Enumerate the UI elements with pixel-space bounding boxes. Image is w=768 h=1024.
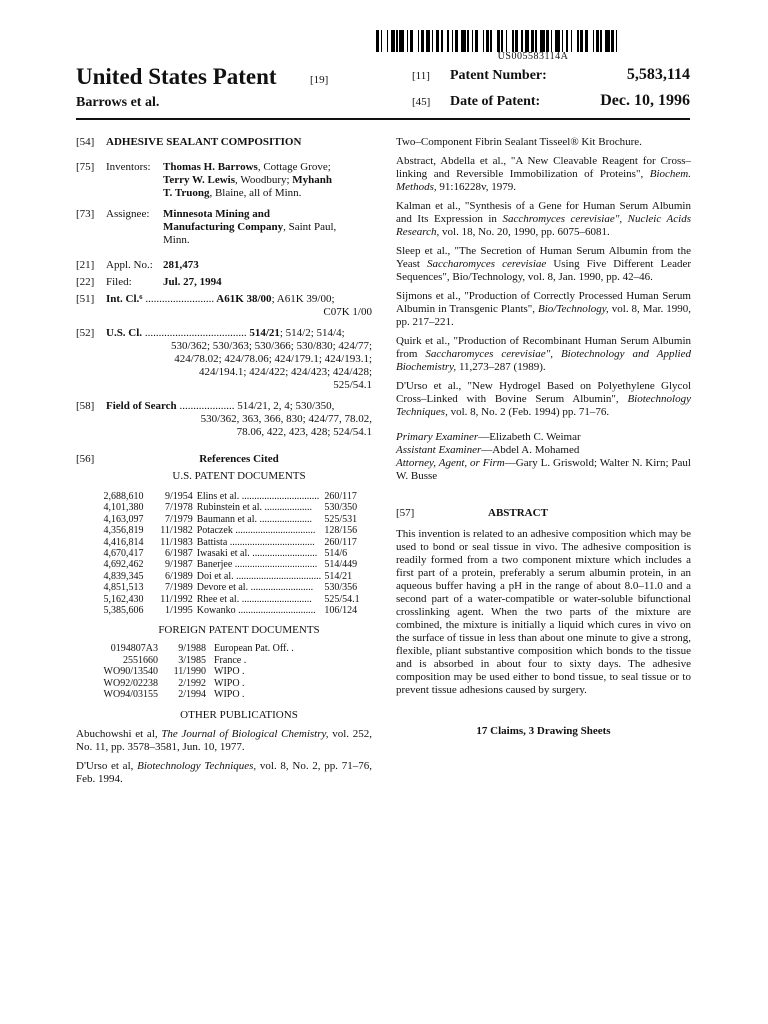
cell-num: WO94/03155 xyxy=(103,689,158,701)
table-row xyxy=(90,537,386,548)
publication-item xyxy=(396,136,691,149)
header-rule xyxy=(76,118,690,120)
patent-number-code: [11] xyxy=(412,70,430,82)
leader-dots: ..................................... xyxy=(142,327,247,339)
cell-office: WIPO . xyxy=(214,689,245,701)
publication-text: Sleep et al., "The Secretion of Human Serum Albumin from the Yeast xyxy=(396,245,691,270)
cell-num: WO92/02238 xyxy=(103,677,158,689)
left-column xyxy=(76,136,372,792)
cell-name: Doi et al. .................................. xyxy=(196,570,322,582)
intcl-value xyxy=(106,293,372,319)
abstract-text: This invention is related to an adhesive composition which may be used to bond or seal tissue in vivo. The adhesive composition is readily formed from a two component mixture which includes a first part of a protein, preferably a serum albumin protein, in an aqueous buffer having a pH in the range of about 8.0–11.0 and a second part of a water-compatible or water-soluble bifunctional crosslinking agent. When the two parts of the mixture are combined, the mixture is initially a liquid which cures in vivo on the surface of tissue in less than about one minute to give a strong, flexible, pliant substantive composition which bonds to the tissue and is absorbed in about four to sixty days. The adhesive composition may be used either to bond tissue, to seal tissue or to prevent tissue adhesions caused by surgery. xyxy=(396,528,691,696)
publication-journal: Sacchromyces cerevisiae", Nucleic Acids Research, xyxy=(396,213,691,238)
cell-cls: 106/124 xyxy=(324,605,358,617)
assignee-field xyxy=(76,208,372,247)
us-docs-heading: U.S. PATENT DOCUMENTS xyxy=(172,470,306,482)
date-label: Date of Patent: xyxy=(450,94,541,109)
table-row xyxy=(90,502,386,513)
appl-number: 281,473 xyxy=(163,259,199,271)
assignee-name: Manufacturing Company xyxy=(163,221,284,233)
table-row xyxy=(80,655,294,666)
cell-date: 1/1995 xyxy=(164,605,193,617)
other-pubs-right xyxy=(396,136,691,419)
cell-cls: 260/117 xyxy=(324,491,357,502)
table-row xyxy=(80,678,294,689)
cell-num: WO90/13540 xyxy=(103,666,158,678)
field-code: [21] xyxy=(76,259,95,271)
intcl-primary: A61K 38/00 xyxy=(214,293,272,305)
field-code: [56] xyxy=(76,453,95,465)
cell-name: Battista .................................. xyxy=(196,536,315,548)
other-pubs-heading: OTHER PUBLICATIONS xyxy=(180,708,298,721)
date-label-row xyxy=(412,94,540,110)
inventor-location: , Woodbury; xyxy=(235,174,293,186)
cell-cls: 530/350 xyxy=(324,502,358,514)
abstract-heading: ABSTRACT xyxy=(488,507,548,519)
title-code: [19] xyxy=(310,74,329,86)
publication-journal: Biochem. Methods, xyxy=(396,168,691,193)
field-code: [57] xyxy=(396,507,415,519)
uscl-field xyxy=(76,327,372,392)
patent-date: Dec. 10, 1996 xyxy=(600,92,690,109)
assignee-location: Minn. xyxy=(163,234,190,246)
cell-date: 6/1987 xyxy=(164,548,193,560)
cell-num: 2551660 xyxy=(123,654,158,666)
attorney-label: Attorney, Agent, or Firm xyxy=(396,457,505,469)
inventor-name: T. Truong xyxy=(163,187,210,199)
cell-cls: 525/54.1 xyxy=(324,593,360,605)
cell-num: 5,162,430 xyxy=(103,593,144,605)
intcl-field xyxy=(76,293,372,319)
cell-name: Kowanko ............................... xyxy=(196,605,316,617)
field-code: [73] xyxy=(76,208,95,220)
inventor-location: , Blaine, all of Minn. xyxy=(209,187,302,199)
right-column xyxy=(396,136,691,738)
field-label: Appl. No.: xyxy=(106,259,153,271)
date-code: [45] xyxy=(412,96,431,108)
cell-num: 0194807A3 xyxy=(110,643,158,655)
publication-details: Using Five Different Leader Sequences", Bio/Technology, vol. 8, Jan. 1990, pp. 42–46. xyxy=(396,258,691,283)
filed-field xyxy=(76,276,372,289)
authors: Barrows et al. xyxy=(76,95,160,110)
foreign-docs-heading: FOREIGN PATENT DOCUMENTS xyxy=(158,624,320,637)
barcode xyxy=(376,30,690,52)
cell-name: Rubinstein et al. ................... xyxy=(196,502,312,514)
cell-date: 2/1992 xyxy=(178,677,206,689)
cell-num: 4,839,345 xyxy=(103,570,144,582)
cell-cls: 514/21 xyxy=(324,570,353,582)
field-code: [54] xyxy=(76,136,95,148)
cell-name: Rhee et al. ............................ xyxy=(196,593,312,605)
field-label: Int. Cl.⁶ xyxy=(106,293,143,305)
field-label: U.S. Cl. xyxy=(106,327,143,339)
publication-item xyxy=(396,380,691,419)
search-value xyxy=(106,400,372,439)
search-line: 78.06, 422, 423, 428; 524/54.1 xyxy=(236,426,372,438)
search-line: 530/362, 363, 366, 830; 424/77, 78.02, xyxy=(200,413,372,425)
cell-date: 11/1990 xyxy=(173,666,206,678)
cell-date: 9/1954 xyxy=(164,491,193,502)
table-row xyxy=(80,666,294,677)
patent-number-label-row xyxy=(412,68,547,84)
cell-office: WIPO . xyxy=(214,677,245,689)
table-row xyxy=(80,689,294,700)
cell-office: European Pat. Off. . xyxy=(214,643,294,655)
publication-item xyxy=(396,200,691,239)
publication-details: vol. 252, No. 11, pp. 3578–3581, Jun. 10, 1977. xyxy=(76,727,373,753)
publication-text: Abstract, Abdella et al., "A New Cleavable Reagent for Cross–linking and Reversible Immobilization of Proteins", xyxy=(396,155,691,180)
publication-item xyxy=(396,155,691,194)
claims-summary: 17 Claims, 3 Drawing Sheets xyxy=(476,725,611,737)
field-label: Field of Search xyxy=(106,400,177,412)
cell-name: Iwasaki et al. .......................... xyxy=(196,548,318,560)
cell-num: 4,163,097 xyxy=(103,513,144,525)
cell-name: Banerjee ................................. xyxy=(196,559,318,571)
cell-date: 6/1989 xyxy=(164,570,193,582)
publication-journal: Saccharomyces cerevisiae xyxy=(427,258,547,270)
intcl-secondary: C07K 1/00 xyxy=(323,306,372,318)
cell-office: WIPO . xyxy=(214,666,245,678)
table-row xyxy=(90,571,386,582)
inventors-list xyxy=(163,161,372,200)
cell-name: Potaczek ................................ xyxy=(196,525,316,537)
invention-title: ADHESIVE SEALANT COMPOSITION xyxy=(106,136,302,148)
leader-dots: .................... xyxy=(176,400,235,412)
primary-examiner-label: Primary Examiner xyxy=(396,431,479,443)
uscl-line: 424/78.02; 424/78.06; 424/179.1; 424/193.1; xyxy=(174,353,372,365)
cell-num: 4,851,513 xyxy=(103,582,144,594)
inventor-name: Myhanh xyxy=(292,174,333,186)
field-code: [22] xyxy=(76,276,95,288)
other-pubs-left xyxy=(76,728,372,786)
cell-num: 4,101,380 xyxy=(103,502,144,514)
patent-number: 5,583,114 xyxy=(626,66,690,83)
publication-item xyxy=(396,290,691,329)
cell-date: 9/1987 xyxy=(164,559,193,571)
publication-details: vol. 8, Mar. 1990, pp. 217–221. xyxy=(396,303,691,328)
table-row xyxy=(90,594,386,605)
field-label: Assignee: xyxy=(106,208,150,220)
uscl-line: 525/54.1 xyxy=(333,379,372,391)
cell-office: France . xyxy=(214,654,247,666)
title-field xyxy=(76,136,372,149)
inventor-name: Thomas H. Barrows xyxy=(163,161,258,173)
barcode-number: US005583114A xyxy=(497,51,569,62)
barcode-stripe xyxy=(617,30,622,52)
appl-field xyxy=(76,259,372,272)
publication-details: vol. 18, No. 20, 1990, pp. 6075–6081. xyxy=(439,226,610,238)
table-row xyxy=(90,525,386,536)
cell-cls: 514/6 xyxy=(324,548,348,560)
examiners-block xyxy=(396,431,691,483)
uscl-primary: 514/21 xyxy=(246,327,280,339)
uscl-secondary: ; 514/2; 514/4; xyxy=(279,327,345,339)
publication-details: 11,273–287 (1989). xyxy=(456,361,546,373)
publication-details: vol. 8, No. 2, pp. 71–76, Feb. 1994. xyxy=(76,759,372,785)
publication-item xyxy=(396,335,691,374)
publication-text: Sijmons et al., "Production of Correctly Processed Human Serum Albumin in Transgenic Plants", xyxy=(396,290,691,315)
cell-name: Baumann et al. ..................... xyxy=(196,513,312,525)
primary-examiner: —Elizabeth C. Weimar xyxy=(478,431,581,443)
abstract-heading-row xyxy=(396,507,691,520)
publication-item xyxy=(396,245,691,284)
publication-item xyxy=(76,760,372,786)
inventors-field xyxy=(76,161,372,200)
refs-field xyxy=(76,453,372,466)
publication-journal: The Journal of Biological Chemistry, xyxy=(161,727,329,740)
cell-date: 9/1988 xyxy=(178,643,206,655)
table-row xyxy=(90,548,386,559)
publication-journal: Biotechnology Techniques, xyxy=(396,393,691,418)
cell-num: 4,356,819 xyxy=(103,525,144,537)
table-row xyxy=(90,491,386,502)
us-patent-table xyxy=(90,491,386,616)
inventor-location: , Cottage Grove; xyxy=(257,161,331,173)
cell-date: 11/1982 xyxy=(160,525,193,537)
patent-office-title: United States Patent xyxy=(76,64,277,89)
cell-name: Devore et al. ......................... xyxy=(196,582,314,594)
cell-cls: 525/531 xyxy=(324,513,358,525)
leader-dots: ......................... xyxy=(142,293,215,305)
publication-text: Kalman et al., "Synthesis of a Gene for Human Serum Albumin and Its Expression in xyxy=(396,200,691,225)
publication-details: vol. 8, No. 2 (Feb. 1994) pp. 71–76. xyxy=(447,406,610,418)
cell-num: 4,416,814 xyxy=(103,536,144,548)
publication-text: D'Urso et al., "New Hydrogel Based on Polyethylene Glycol Cross–Linked with Bovine Serum Albumin", xyxy=(396,380,691,405)
cell-num: 2,688,610 xyxy=(103,491,144,502)
field-code: [75] xyxy=(76,161,95,173)
publication-text: Quirk et al., "Production of Recombinant Human Serum Albumin from xyxy=(396,335,691,360)
uscl-line: 424/194.1; 424/422; 424/423; 424/428; xyxy=(199,366,372,378)
table-row xyxy=(90,582,386,593)
cell-date: 7/1979 xyxy=(164,513,193,525)
publication-text: Abuchowshi et al, xyxy=(76,727,162,740)
references-heading: References Cited xyxy=(199,453,279,465)
foreign-patent-table xyxy=(80,643,294,700)
search-field xyxy=(76,400,372,439)
publication-item xyxy=(76,728,372,754)
field-code: [58] xyxy=(76,400,95,412)
assistant-examiner-label: Assistant Examiner xyxy=(396,444,482,456)
cell-num: 4,670,417 xyxy=(103,548,144,560)
publication-journal: Saccharomyces cerevisiae", Biotechnology and Applied Biochemistry, xyxy=(396,348,691,373)
attorney: —Gary L. Griswold; Walter N. Kirn; Paul W. Busse xyxy=(396,457,691,482)
cell-cls: 128/156 xyxy=(324,525,358,537)
patent-number-label: Patent Number: xyxy=(450,68,547,83)
table-row xyxy=(90,559,386,570)
cell-date: 7/1989 xyxy=(164,582,193,594)
uscl-line: 530/362; 530/363; 530/366; 530/830; 424/77; xyxy=(170,340,372,352)
cell-date: 2/1994 xyxy=(178,689,206,701)
cell-date: 11/1992 xyxy=(160,593,193,605)
search-line: 514/21, 2, 4; 530/350, xyxy=(234,400,335,412)
table-row xyxy=(80,643,294,654)
assignee-name: Minnesota Mining and xyxy=(163,208,270,220)
cell-cls: 260/117 xyxy=(324,536,357,548)
uscl-value xyxy=(106,327,372,392)
table-row xyxy=(90,514,386,525)
inventor-name: Terry W. Lewis xyxy=(163,174,236,186)
assignee-location: , Saint Paul, xyxy=(283,221,337,233)
publication-text: D'Urso et al, xyxy=(76,759,138,772)
intcl-secondary: ; A61K 39/00; xyxy=(271,293,335,305)
cell-date: 3/1985 xyxy=(178,654,206,666)
field-code: [52] xyxy=(76,327,95,339)
filed-date: Jul. 27, 1994 xyxy=(163,276,222,288)
cell-name: Elins et al. ............................... xyxy=(196,491,320,502)
cell-cls: 514/449 xyxy=(324,559,358,571)
table-row xyxy=(90,605,386,616)
field-code: [51] xyxy=(76,293,95,305)
assignee-value xyxy=(163,208,372,247)
field-label: Filed: xyxy=(106,276,132,288)
field-label: Inventors: xyxy=(106,161,151,173)
cell-date: 7/1978 xyxy=(164,502,193,514)
assistant-examiner: —Abdel A. Mohamed xyxy=(481,444,580,456)
cell-cls: 530/356 xyxy=(324,582,358,594)
publication-journal: Bio/Technology, xyxy=(538,303,609,315)
cell-date: 11/1983 xyxy=(160,536,193,548)
cell-num: 5,385,606 xyxy=(103,605,144,617)
publication-journal: Biotechnology Techniques, xyxy=(137,759,257,772)
publication-details: 91:16228v, 1979. xyxy=(436,181,516,193)
publication-text: Two–Component Fibrin Sealant Tisseel® Kit Brochure. xyxy=(396,136,642,148)
cell-num: 4,692,462 xyxy=(103,559,144,571)
